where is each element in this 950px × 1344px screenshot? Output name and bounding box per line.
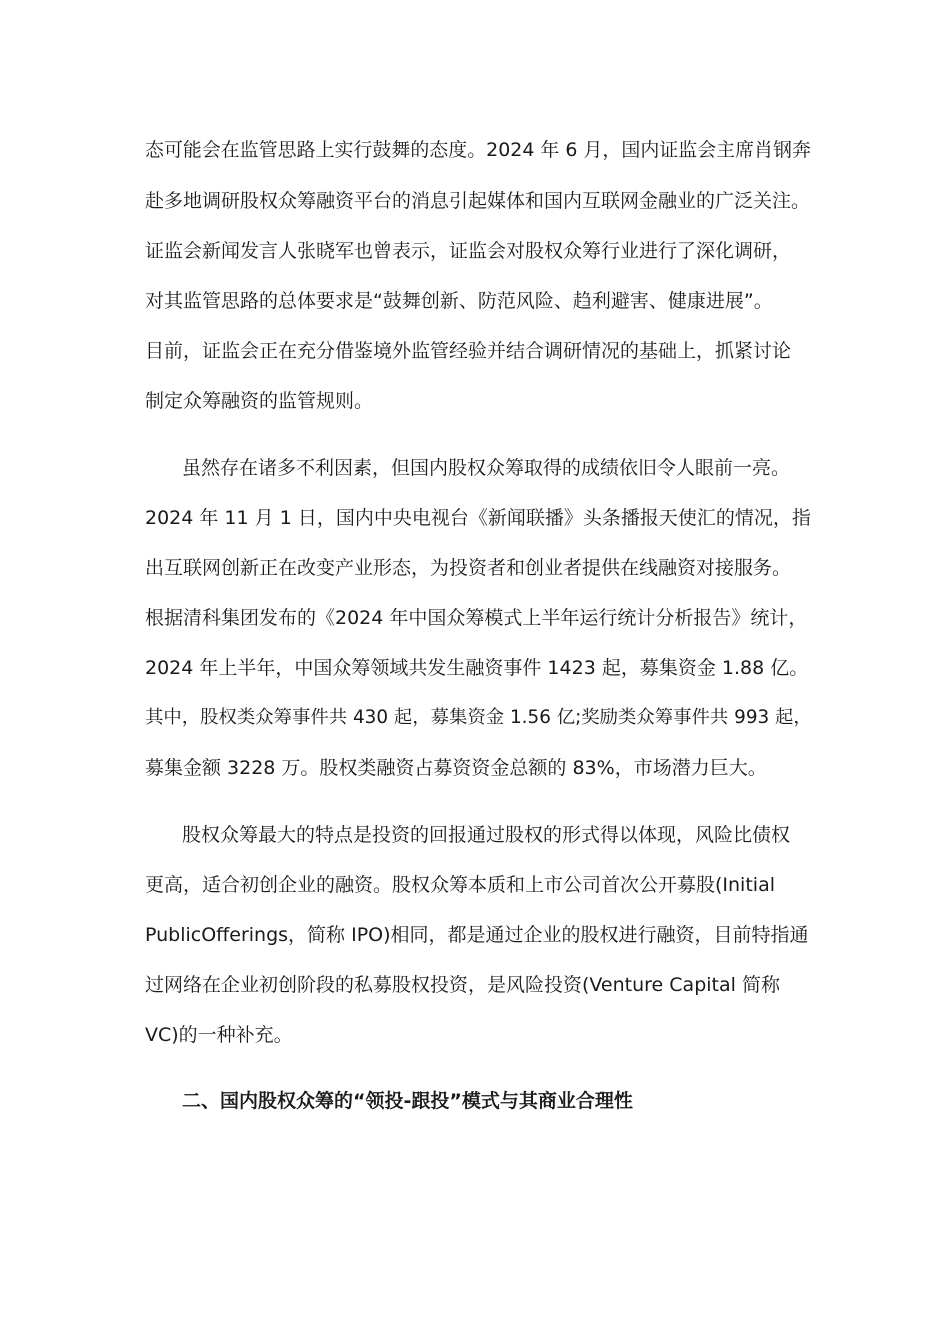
paragraph-line: 对其监管思路的总体要求是“鼓舞创新、防范风险、趋利避害、健康进展”。 <box>145 290 773 312</box>
paragraph-line: 募集金额 3228 万。股权类融资占募资资金总额的 83%，市场潜力巨大。 <box>145 757 767 779</box>
paragraph-line: 更高，适合初创企业的融资。股权众筹本质和上市公司首次公开募股(Initial <box>145 874 775 896</box>
paragraph-line: 2024 年上半年，中国众筹领域共发生融资事件 1423 起，募集资金 1.88 亿。 <box>145 657 809 679</box>
paragraph-line: 制定众筹融资的监管规则。 <box>145 390 374 412</box>
paragraph-line: 赴多地调研股权众筹融资平台的消息引起媒体和国内互联网金融业的广泛关注。 <box>145 190 811 212</box>
paragraph-line: 其中，股权类众筹事件共 430 起，募集资金 1.56 亿;奖励类众筹事件共 993 起， <box>145 707 812 728</box>
paragraph-line: 态可能会在监管思路上实行鼓舞的态度。2024 年 6 月，国内证监会主席肖钢奔 <box>145 139 811 161</box>
paragraph-line: 证监会新闻发言人张晓军也曾表示，证监会对股权众筹行业进行了深化调研， <box>145 240 792 262</box>
paragraph-line: 虽然存在诸多不利因素，但国内股权众筹取得的成绩依旧令人眼前一亮。 <box>182 457 791 479</box>
paragraph-line: VC)的一种补充。 <box>145 1024 293 1046</box>
paragraph-line: PublicOfferings，简称 IPO)相同，都是通过企业的股权进行融资，目前特指通 <box>145 924 809 946</box>
paragraph-line: 出互联网创新正在改变产业形态，为投资者和创业者提供在线融资对接服务。 <box>145 557 792 579</box>
paragraph-line: 根据清科集团发布的《2024 年中国众筹模式上半年运行统计分析报告》统计， <box>145 607 808 629</box>
section-heading: 二、国内股权众筹的“领投-跟投”模式与其商业合理性 <box>182 1090 633 1112</box>
paragraph-line: 过网络在企业初创阶段的私募股权投资，是风险投资(Venture Capital 简称 <box>145 974 780 996</box>
paragraph-line: 目前，证监会正在充分借鉴境外监管经验并结合调研情况的基础上，抓紧讨论 <box>145 340 792 362</box>
paragraph-line: 2024 年 11 月 1 日，国内中央电视台《新闻联播》头条播报天使汇的情况，指 <box>145 507 811 529</box>
paragraph-line: 股权众筹最大的特点是投资的回报通过股权的形式得以体现，风险比债权 <box>182 824 791 846</box>
